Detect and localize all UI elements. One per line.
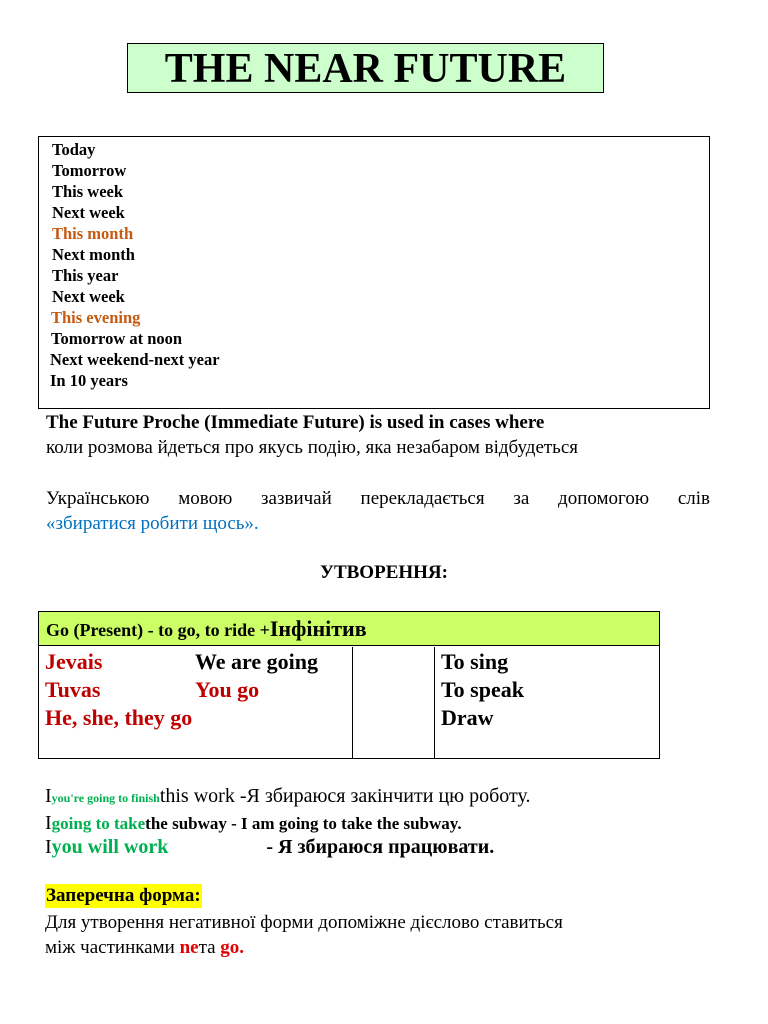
example-rest: the subway - I am going to take the subway. [145,814,462,833]
example-lead: I [45,836,52,858]
intro-line-2: коли розмова йдеться про якусь подію, яка незабаром відбудеться [46,437,579,458]
verb-form-row: We are going [195,649,319,674]
time-expression-item: Next month [52,245,135,264]
example-rest: - Я збираюся працювати. [266,836,495,858]
time-expressions-box [38,136,710,409]
infinitive-cell [441,648,524,732]
table-header-text: Go (Present) - to go, to ride + [46,620,270,640]
time-expression-item: Next weekend-next year [50,350,220,369]
pronoun-cell [45,648,192,732]
example-sentence-2 [45,812,462,835]
formation-heading: УТВОРЕННЯ: [320,562,448,583]
pronoun-row: Tuvas [45,677,101,702]
conjugation-table [38,611,660,759]
time-expression-item: This evening [51,308,141,327]
example-sentence-3 [45,836,494,859]
table-header [39,612,659,646]
intro-paragraph [46,410,710,460]
page-title: THE NEAR FUTURE [127,43,604,93]
translation-paragraph [46,486,710,536]
example-rest: this work -Я збираюся закінчити цю роботу. [159,785,531,807]
time-expression-item: Today [52,140,96,159]
time-expression-item: In 10 years [50,371,128,390]
infinitive-row: To speak [441,677,524,702]
translation-line-2: «збиратися робити щось». [46,513,259,534]
example-highlight: you will work [51,836,169,858]
table-divider [352,647,353,758]
example-highlight: you're going to finish [51,791,160,805]
time-expression-item: Tomorrow at noon [51,329,183,348]
table-divider [434,647,435,758]
negative-line-2-text: між частинками [45,937,180,958]
time-expression-item: This year [52,266,119,285]
intro-line-1: The Future Proche (Immediate Future) is used in cases where [46,412,545,433]
negative-particle-go: go. [220,937,245,958]
example-highlight: going to take [51,814,146,833]
infinitive-row: Draw [441,705,494,730]
example-lead: I [45,812,52,834]
example-sentence-1 [45,785,530,808]
negative-line-2-text: та [198,937,221,958]
infinitive-row: To sing [441,649,509,674]
negative-form-text [45,910,725,960]
time-expression-item: Next week [52,287,125,306]
negative-line-1: Для утворення негативної форми допоміжне дієслово ставиться [45,912,563,933]
time-expression-item: This month [52,224,134,243]
negative-line-2 [45,935,725,960]
pronoun-row: Jevais [45,649,103,674]
negative-particle-ne: ne [179,937,199,958]
verb-form-row: You go [195,677,260,702]
time-expressions-list [52,139,220,391]
example-lead: I [45,785,52,807]
time-expression-item: Next week [52,203,125,222]
table-header-infinitive: Інфінітив [269,616,367,641]
verb-form-cell [195,648,318,704]
time-expression-item: Tomorrow [52,161,127,180]
translation-line-1: Українською мовою зазвичай перекладається за допомогою слів [46,488,710,509]
negative-form-label: Заперечна форма: [46,885,201,906]
time-expression-item: This week [52,182,124,201]
pronoun-row: He, she, they go [45,705,193,730]
